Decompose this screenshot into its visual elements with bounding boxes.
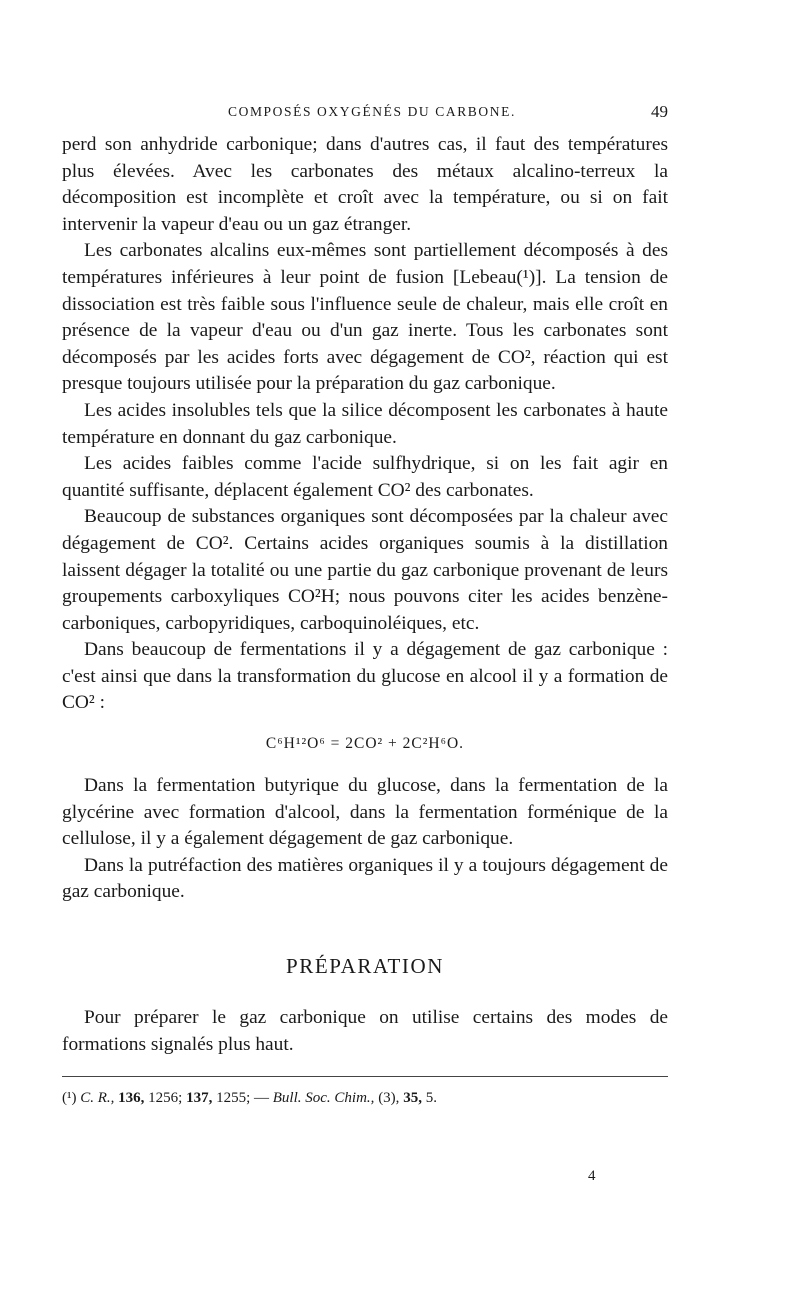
section-heading: PRÉPARATION [285,954,445,979]
body-text [62,132,668,1058]
footnote-ref1-volume1: 136, [118,1090,145,1107]
footnote-ref1-page1: 1256; [148,1090,183,1107]
footnote-ref2-volume: 35, [403,1090,422,1107]
footnote-ref2-page: 5. [425,1090,437,1107]
footnote-ref1-page2: 1255; [216,1090,251,1107]
footnote-marker: (¹) [62,1090,77,1107]
section-paragraph: Pour préparer le gaz carbonique on utilise certains des modes de formations signalés plus haut. [62,1007,668,1055]
signature-mark: 4 [588,1168,596,1184]
footnote-ref2-series: (3), [378,1090,400,1107]
footnote-ref2-journal: Bull. Soc. Chim., [272,1090,375,1107]
paragraph-2: Les carbonates alcalins eux-mêmes sont partiellement décomposés à des températures inférieures à leur point de fusion [Lebeau(¹)]. La tension de dissociation est très faible sous l'influence seule de chaleur, mais elle croît en présence de la vapeur d'eau ou d'un gaz inerte. Tous les carbonates sont décomposés par les acides forts avec dégagement de CO², réaction qui est presque toujours utilisée pour la préparation du gaz carbonique. [62,240,668,395]
footnote-divider [62,1076,668,1077]
paragraph-5: Beaucoup de substances organiques sont décomposées par la chaleur avec dégagement de CO². Certains acides organiques soumis à la distillation laissent dégager la totalité ou une partie du gaz carbonique provenant de leurs groupements carboxyliques CO²H; nous pouvons citer les acides benzène-carboniques, carbopyridiques, carboquinoléiques, etc. [62,506,668,634]
paragraph-6: Dans beaucoup de fermentations il y a dégagement de gaz carbonique : c'est ainsi que dans la transformation du glucose en alcool il y a formation de CO² : [62,639,668,714]
footnote-ref1-volume2: 137, [186,1090,213,1107]
page-number: 49 [651,102,668,121]
footnote [62,1087,668,1109]
paragraph-8: Dans la putréfaction des matières organiques il y a toujours dégagement de gaz carbonique. [62,854,668,903]
running-title: COMPOSÉS OXYGÉNÉS DU CARBONE. [228,104,516,119]
paragraph-4: Les acides faibles comme l'acide sulfhydrique, si on les fait agir en quantité suffisante, déplacent également CO² des carbonates. [62,453,668,501]
paragraph-3: Les acides insolubles tels que la silice décomposent les carbonates à haute température en donnant du gaz carbonique. [62,399,668,448]
running-header [62,98,668,132]
footnote-ref1-journal: C. R., [80,1090,115,1107]
book-page [62,98,668,1109]
paragraph-7: Dans la fermentation butyrique du glucose, dans la fermentation de la glycérine avec formation d'alcool, dans la fermentation forménique de la cellulose, il y a également dégagement de gaz carbonique. [62,775,668,850]
footnote-separator: — [254,1090,270,1107]
paragraph-1: perd son anhydride carbonique; dans d'autres cas, il faut des températures plus élevées. Avec les carbonates des métaux alcalino-terreux la décomposition est incomplète et croît avec la température, ou si on fait intervenir la vapeur d'eau ou un gaz étranger. [62,134,668,235]
chemical-equation: C⁶H¹²O⁶ = 2CO² + 2C²H⁶O. [265,735,465,753]
